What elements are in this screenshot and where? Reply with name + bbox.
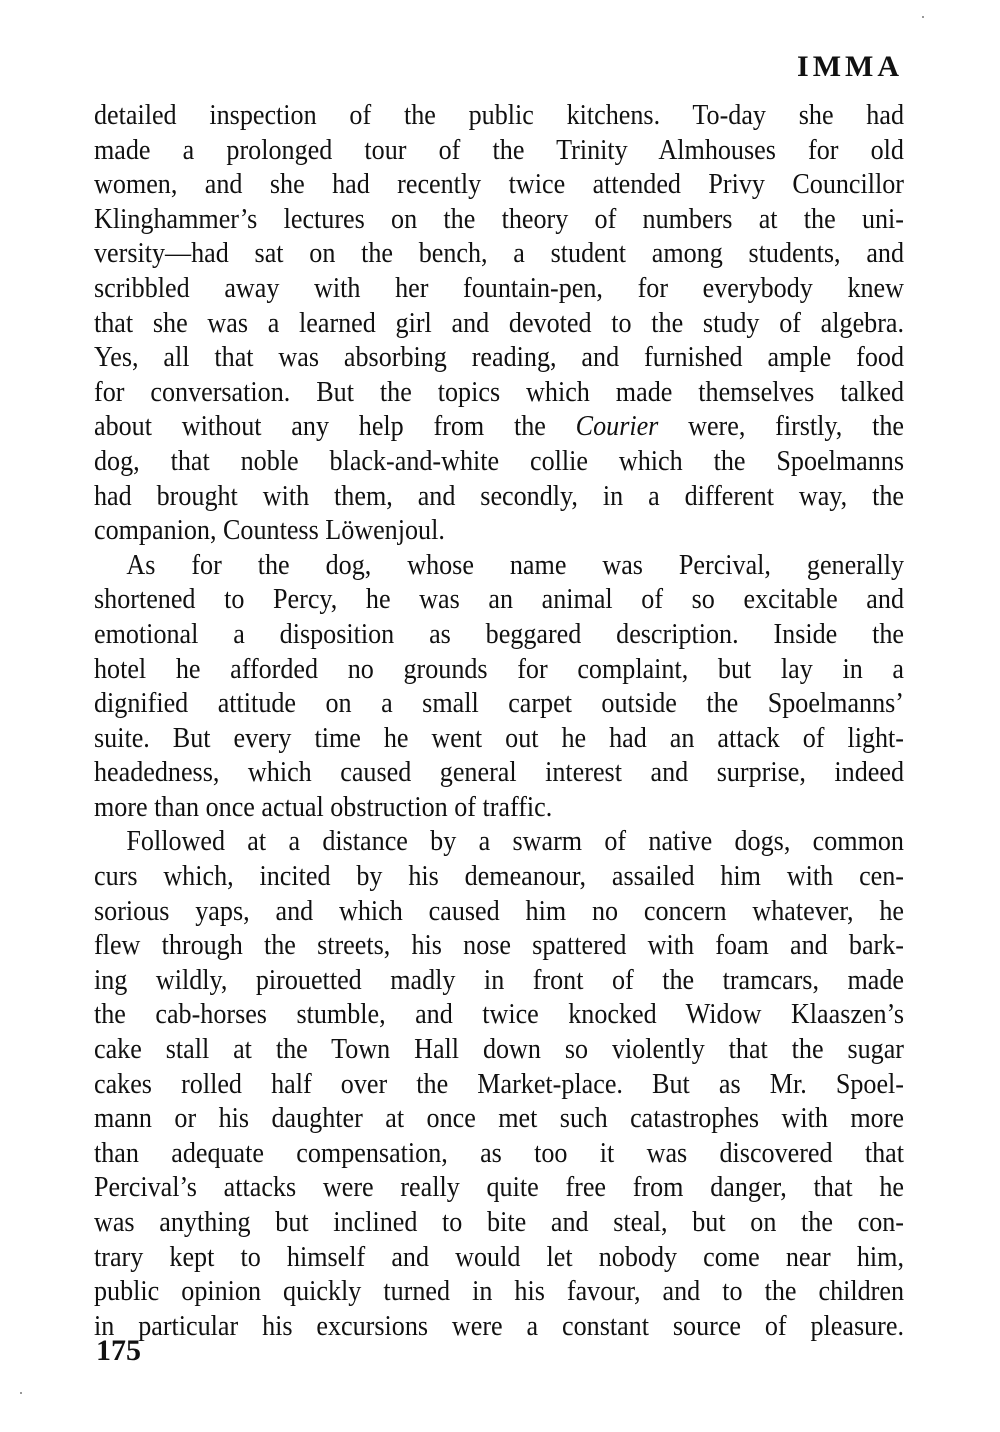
text-line: cakes rolled half over the Market-place. But as Mr. Spoel- bbox=[94, 1067, 904, 1100]
text-line: sorious yaps, and which caused him no concern whatever, he bbox=[94, 894, 904, 927]
text-line: more than once actual obstruction of traffic. bbox=[94, 790, 553, 823]
text-line: dignified attitude on a small carpet outside the Spoelmanns’ bbox=[94, 687, 904, 720]
text-line: for conversation. But the topics which made themselves talked bbox=[94, 375, 904, 408]
text-line: suite. But every time he went out he had an attack of light- bbox=[94, 721, 904, 754]
text-line: flew through the streets, his nose spattered with foam and bark- bbox=[94, 929, 904, 962]
text-line: in particular his excursions were a constant source of pleasure. bbox=[94, 1309, 904, 1342]
text-line: As for the dog, whose name was Percival, generally bbox=[126, 548, 904, 581]
text-line: Klinghammer’s lectures on the theory of numbers at the uni- bbox=[94, 202, 904, 235]
page-number: 175 bbox=[96, 1334, 141, 1367]
text-line: the cab-horses stumble, and twice knocked Widow Klaaszen’s bbox=[94, 998, 904, 1031]
text-line: public opinion quickly turned in his favour, and to the children bbox=[94, 1275, 904, 1308]
text-line: scribbled away with her fountain-pen, for everybody knew bbox=[94, 271, 904, 304]
scan-speck bbox=[922, 16, 924, 18]
text-line: hotel he afforded no grounds for complaint, but lay in a bbox=[94, 652, 904, 685]
text-line bbox=[94, 409, 904, 444]
body-text bbox=[94, 98, 904, 1343]
text-line: mann or his daughter at once met such catastrophes with more bbox=[94, 1102, 904, 1135]
paragraph-1 bbox=[94, 98, 904, 548]
text-line: detailed inspection of the public kitchens. To-day she had bbox=[94, 99, 904, 131]
scan-speck bbox=[20, 1392, 22, 1394]
text-line: Yes, all that was absorbing reading, and furnished ample food bbox=[94, 341, 904, 374]
text-line: that she was a learned girl and devoted to the study of algebra. bbox=[94, 306, 904, 339]
text-line: trary kept to himself and would let nobody come near him, bbox=[94, 1240, 904, 1273]
text-line: emotional a disposition as beggared description. Inside the bbox=[94, 617, 904, 650]
text-run: were, firstly, the bbox=[658, 410, 904, 443]
text-line: was anything but inclined to bite and steal, but on the con- bbox=[94, 1206, 904, 1238]
italic-title-courier: Courier bbox=[575, 410, 659, 443]
text-line: companion, Countess Löwenjoul. bbox=[94, 514, 445, 547]
paragraph-3 bbox=[94, 824, 904, 1343]
paragraph-2 bbox=[94, 548, 904, 825]
text-line: made a prolonged tour of the Trinity Almhouses for old bbox=[94, 133, 904, 166]
text-line: shortened to Percy, he was an animal of so excitable and bbox=[94, 583, 904, 616]
text-line: ing wildly, pirouetted madly in front of the tramcars, made bbox=[94, 963, 904, 996]
text-line: women, and she had recently twice attended Privy Councillor bbox=[94, 168, 904, 201]
text-run: about without any help from the bbox=[94, 410, 576, 443]
text-line: headedness, which caused general interest and surprise, indeed bbox=[94, 756, 904, 789]
text-line: versity—had sat on the bench, a student among students, and bbox=[94, 237, 904, 270]
text-line: dog, that noble black-and-white collie which the Spoelmanns bbox=[94, 444, 904, 477]
text-line: cake stall at the Town Hall down so violently that the sugar bbox=[94, 1033, 904, 1066]
text-line: curs which, incited by his demeanour, assailed him with cen- bbox=[94, 860, 904, 893]
text-line: than adequate compensation, as too it was discovered that bbox=[94, 1136, 904, 1169]
text-line: Followed at a distance by a swarm of native dogs, common bbox=[126, 825, 904, 858]
text-line: Percival’s attacks were really quite free from danger, that he bbox=[94, 1171, 904, 1204]
text-line: had brought with them, and secondly, in a different way, the bbox=[94, 479, 904, 512]
running-head: IMMA bbox=[797, 50, 903, 83]
